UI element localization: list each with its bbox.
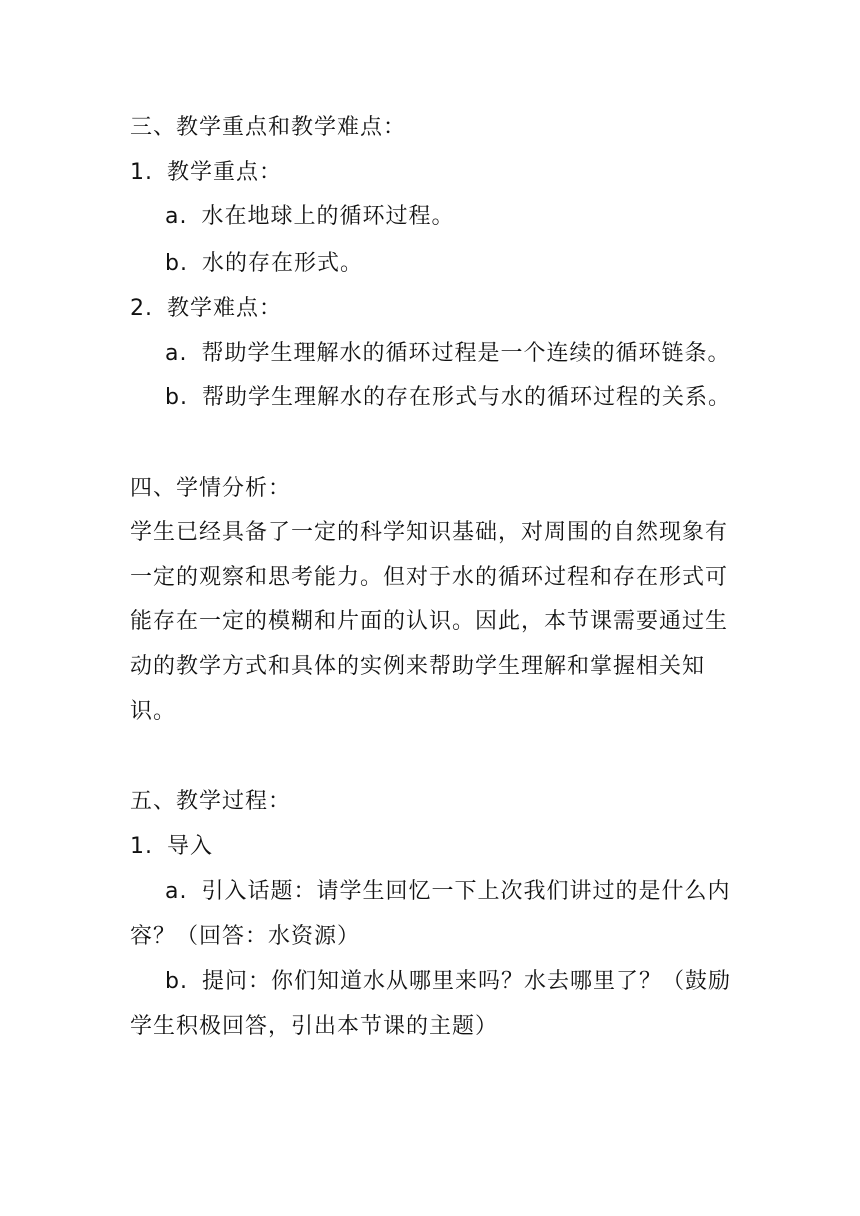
paragraph-line: 动的教学方式和具体的实例来帮助学生理解和掌握相关知 <box>130 654 706 679</box>
paragraph-line: 识。 <box>130 699 177 724</box>
sub-item-question <box>165 967 731 997</box>
sub-item-text: 帮助学生理解水的循环过程是一个连续的循环链条。 <box>201 341 731 366</box>
sub-item-text: 帮助学生理解水的存在形式与水的循环过程的关系。 <box>201 385 731 410</box>
section-heading-4: 四、学情分析： <box>130 476 292 501</box>
list-item-label: 教学重点： <box>167 160 283 185</box>
sub-item-topic <box>165 877 731 907</box>
sub-item-text: 水在地球上的循环过程。 <box>201 204 455 229</box>
section-heading-5: 五、教学过程： <box>130 789 292 814</box>
list-number: 1. <box>130 834 153 859</box>
list-item-intro <box>130 832 213 862</box>
sub-item-cycle-chain <box>165 339 731 369</box>
sub-item-continuation: 容？（回答：水资源） <box>130 924 361 949</box>
list-item-label: 教学难点： <box>167 296 283 321</box>
sub-item-letter: a. <box>165 879 188 904</box>
sub-item-water-cycle <box>165 202 455 232</box>
sub-item-letter: b. <box>165 385 188 410</box>
section-heading-3: 三、教学重点和教学难点： <box>130 115 407 140</box>
sub-item-letter: a. <box>165 341 188 366</box>
sub-item-continuation: 学生积极回答，引出本节课的主题） <box>130 1014 499 1039</box>
list-number: 1. <box>130 160 153 185</box>
list-item-label: 导入 <box>167 834 214 859</box>
sub-item-text: 提问：你们知道水从哪里来吗？水去哪里了？（鼓励 <box>201 969 731 994</box>
sub-item-text: 引入话题：请学生回忆一下上次我们讲过的是什么内 <box>201 879 731 904</box>
paragraph-line: 学生已经具备了一定的科学知识基础，对周围的自然现象有 <box>130 520 729 545</box>
sub-item-forms-relation <box>165 383 731 413</box>
paragraph-line: 能存在一定的模糊和片面的认识。因此，本节课需要通过生 <box>130 609 729 634</box>
list-item-key-points <box>130 158 282 188</box>
sub-item-water-forms <box>165 249 363 279</box>
list-item-difficulties <box>130 294 282 324</box>
paragraph-line: 一定的观察和思考能力。但对于水的循环过程和存在形式可 <box>130 565 729 590</box>
list-number: 2. <box>130 296 153 321</box>
sub-item-letter: a. <box>165 204 188 229</box>
sub-item-text: 水的存在形式。 <box>201 251 363 276</box>
sub-item-letter: b. <box>165 969 188 994</box>
sub-item-letter: b. <box>165 251 188 276</box>
